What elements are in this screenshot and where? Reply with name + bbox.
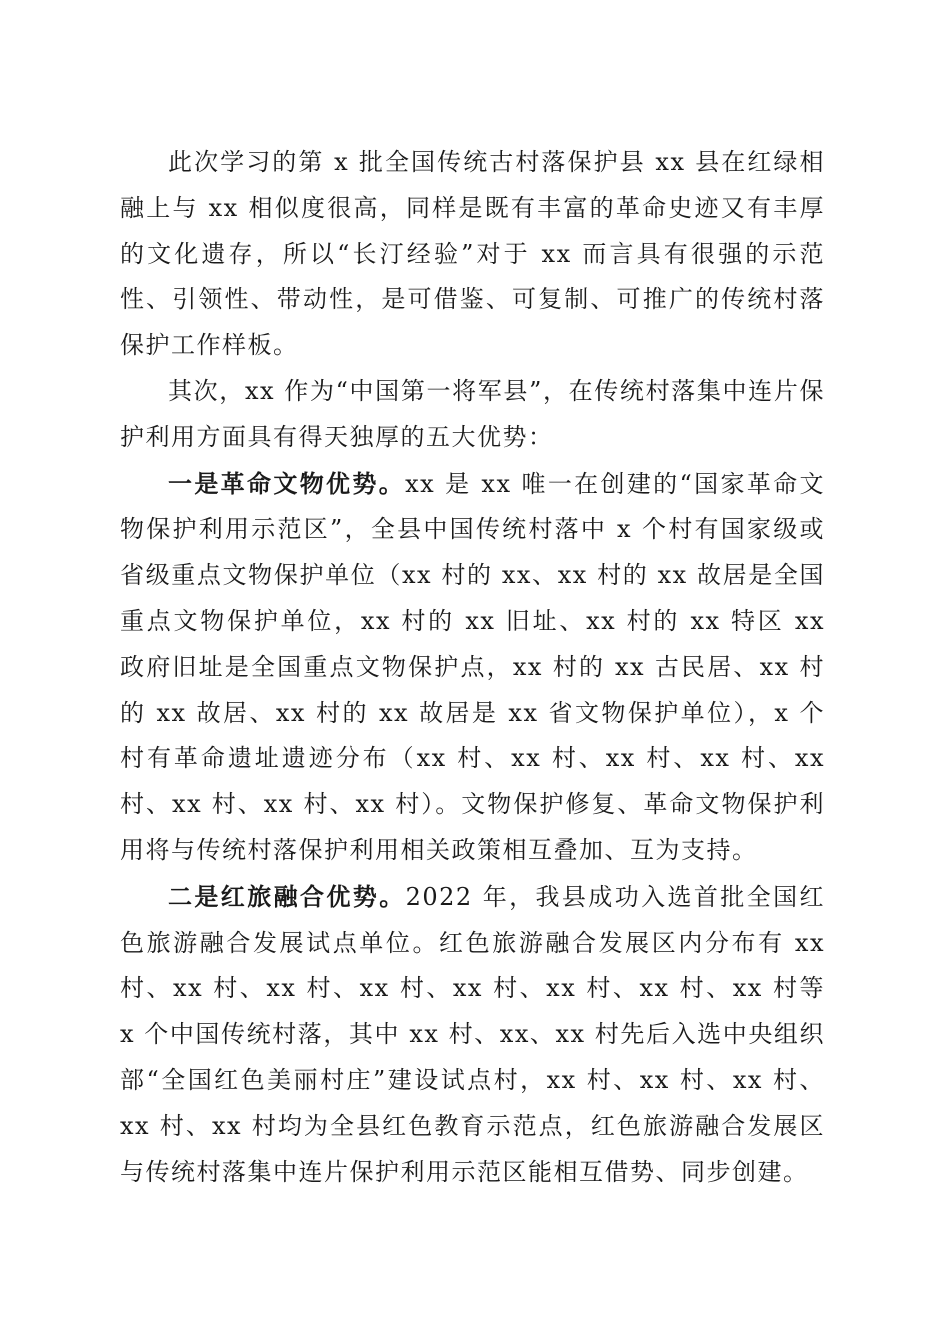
paragraph-revolutionary-relics [120, 461, 825, 874]
paragraph-intro [120, 140, 825, 369]
paragraph-text: 2022 年，我县成功入选首批全国红色旅游融合发展试点单位。红色旅游融合发展区内分布有 xx 村、xx 村、xx 村、xx 村、xx 村、xx 村、xx 村、xx 村等 x 个中国传统村落，其中 xx 村、xx、xx 村先后入选中央组织部“全国红色美丽村庄”建设试点村，xx 村、xx 村、xx 村、xx 村、xx 村均为全县红色教育示范点，红色旅游融合发展区与传统村落集中连片保护利用示范区能相互借势、同步创建。 [120, 882, 825, 1186]
document-body [120, 140, 825, 1195]
paragraph-lead-heading: 二是红旅融合优势。 [168, 881, 406, 911]
paragraph-lead-heading: 一是革命文物优势。 [168, 468, 406, 498]
paragraph-red-tourism [120, 874, 825, 1196]
paragraph-advantages-intro [120, 369, 825, 461]
paragraph-text: 其次，xx 作为“中国第一将军县”，在传统村落集中连片保护利用方面具有得天独厚的五大优势： [120, 376, 825, 451]
paragraph-text: 此次学习的第 x 批全国传统古村落保护县 xx 县在红绿相融上与 xx 相似度很高，同样是既有丰富的革命史迹又有丰厚的文化遗存，所以“长汀经验”对于 xx 而言具有很强的示范性、引领性、带动性，是可借鉴、可复制、可推广的传统村落保护工作样板。 [120, 148, 825, 360]
paragraph-text: xx 是 xx 唯一在创建的“国家革命文物保护利用示范区”，全县中国传统村落中 x 个村有国家级或省级重点文物保护单位（xx 村的 xx、xx 村的 xx 故居是全国重点文物保护单位，xx 村的 xx 旧址、xx 村的 xx 特区 xx 政府旧址是全国重点文物保护点，xx 村的 xx 古民居、xx 村的 xx 故居、xx 村的 xx 故居是 xx 省文物保护单位），x 个村有革命遗址遗迹分布（xx 村、xx 村、xx 村、xx 村、xx 村、xx 村、xx 村、xx 村）。文物保护修复、革命文物保护利用将与传统村落保护利用相关政策相互叠加、互为支持。 [120, 469, 826, 864]
